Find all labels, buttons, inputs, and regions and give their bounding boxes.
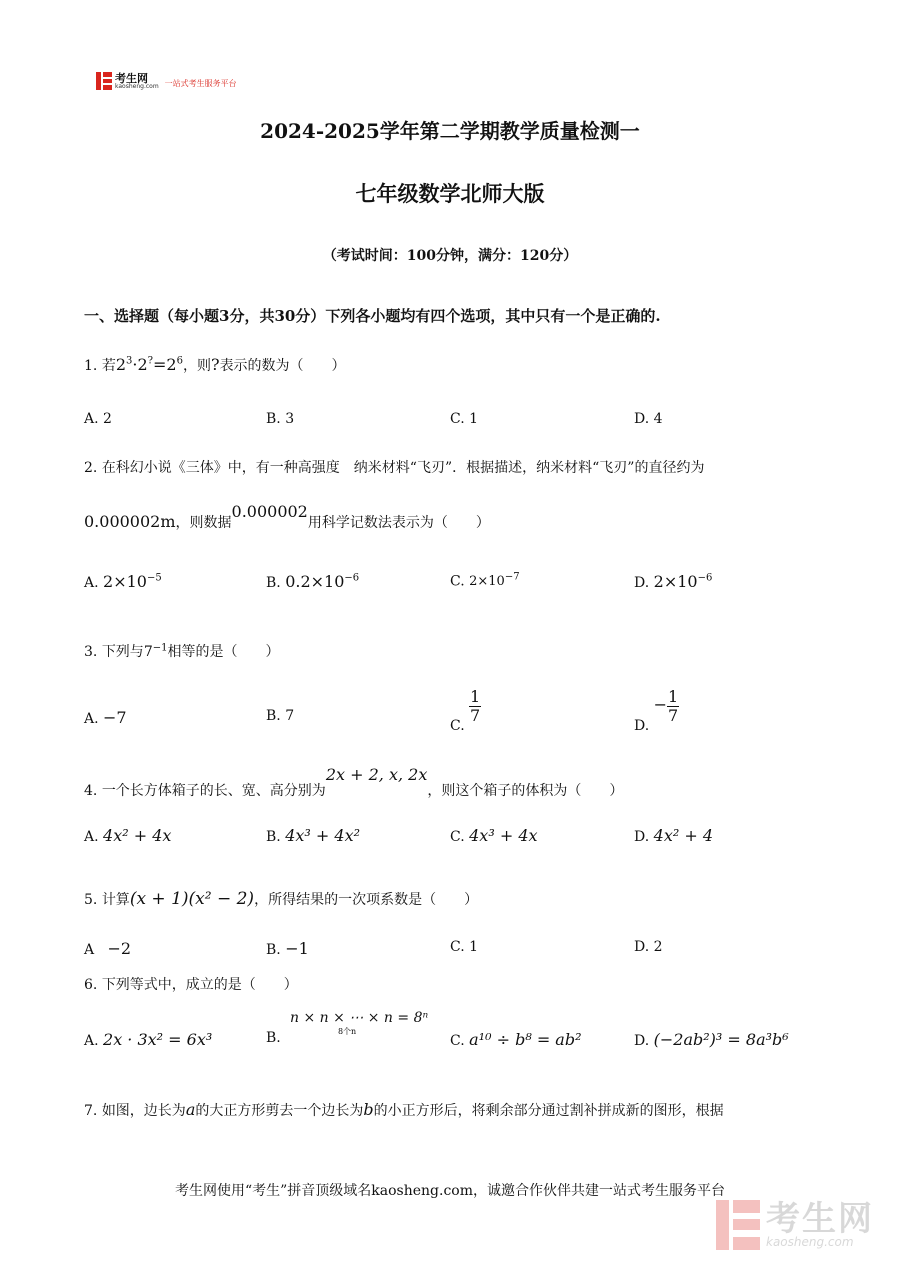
q6-option-a[interactable]: A. 2x · 3x² = 6x³ <box>84 1030 213 1049</box>
section-heading: 一、选择题（每小题3分，共30分）下列各小题均有四个选项，其中只有一个是正确的. <box>84 307 661 325</box>
watermark-name: 考生网 <box>766 1199 874 1239</box>
q5-option-d[interactable]: D. 2 <box>634 939 663 955</box>
brand-logo <box>96 72 237 90</box>
kaosheng-watermark-icon <box>716 1200 760 1250</box>
q3-option-c[interactable]: C. $\frac{1}{7}$ <box>450 687 481 735</box>
page-title: 2024-2025学年第二学期教学质量检测一 <box>260 119 640 143</box>
question-2-line2: 0.000002m，则数据0.000002用科学记数法表示为（ ） <box>84 502 490 531</box>
q2-option-c[interactable]: C. $2\times 10^{-7}$ <box>450 572 520 590</box>
q4-option-b[interactable]: B. 4x³ + 4x² <box>266 826 361 845</box>
q6-option-b-expr: n × n × ⋯ × n = 8ⁿ 8个n <box>290 1010 429 1036</box>
q5-option-c[interactable]: C. 1 <box>450 939 479 955</box>
question-6: 6. 下列等式中，成立的是（ ） <box>84 977 298 993</box>
q6-option-d[interactable]: D. (−2ab²)³ = 8a³b⁶ <box>634 1030 789 1049</box>
kaosheng-logo-icon <box>96 72 112 90</box>
question-2: 2. 在科幻小说《三体》中，有一种高强度 纳米材料“飞刃”．根据描述，纳米材料“飞刃”的直径约为 <box>84 460 705 476</box>
question-7: 7. 如图，边长为a的大正方形剪去一个边长为b的小正方形后，将剩余部分通过割补拼成新的图形，根据 <box>84 1100 724 1119</box>
question-4: 4. 一个长方体箱子的长、宽、高分别为2x + 2, x, 2x，则这个箱子的体积为（ ） <box>84 765 624 799</box>
footer-text: 考生网使用“考生”拼音顶级域名kaosheng.com，诚邀合作伙伴共建一站式考生服务平台 <box>174 1183 726 1199</box>
brand-name: 考生网 <box>115 71 148 85</box>
q1-option-c[interactable]: C. 1 <box>450 411 479 427</box>
q5-option-b[interactable]: B. −1 <box>266 939 309 958</box>
q6-option-c[interactable]: C. a¹⁰ ÷ b⁸ = ab² <box>450 1030 582 1049</box>
exam-info: （考试时间：100分钟，满分：120分） <box>322 248 578 264</box>
q3-option-d[interactable]: D. − $\frac{1}{7}$ <box>634 687 679 735</box>
watermark-url: kaosheng.com <box>766 1235 854 1249</box>
q4-option-c[interactable]: C. 4x³ + 4x <box>450 826 538 845</box>
q1-option-a[interactable]: A. 2 <box>84 411 112 427</box>
watermark <box>716 1200 874 1250</box>
question-1: 1. 若$2^3\cdot 2^?=2^6$，则?表示的数为（ ） <box>84 355 346 374</box>
question-5: 5. 计算(x + 1)(x² − 2)，所得结果的一次项系数是（ ） <box>84 889 479 909</box>
q2-option-a[interactable]: A. $2\times 10^{-5}$ <box>84 572 162 591</box>
q1-option-b[interactable]: B. 3 <box>266 411 295 427</box>
q4-option-a[interactable]: A. 4x² + 4x <box>84 826 172 845</box>
q3-option-a[interactable]: A. −7 <box>84 708 127 727</box>
question-3: 3. 下列与$7^{-1}$相等的是（ ） <box>84 642 280 660</box>
q4-option-d[interactable]: D. 4x² + 4 <box>634 826 714 845</box>
q3-option-b[interactable]: B. 7 <box>266 708 295 724</box>
q1-option-d[interactable]: D. 4 <box>634 411 663 427</box>
q5-option-a[interactable]: A −2 <box>84 939 132 958</box>
q2-option-b[interactable]: B. $0.2\times 10^{-6}$ <box>266 572 360 591</box>
brand-url: kaosheng.com <box>115 82 159 90</box>
q2-option-d[interactable]: D. $2\times 10^{-6}$ <box>634 572 713 591</box>
page-subtitle: 七年级数学北师大版 <box>355 181 545 206</box>
brand-slogan: 一站式考生服务平台 <box>164 78 237 88</box>
q6-option-b[interactable]: B. <box>266 1030 281 1046</box>
